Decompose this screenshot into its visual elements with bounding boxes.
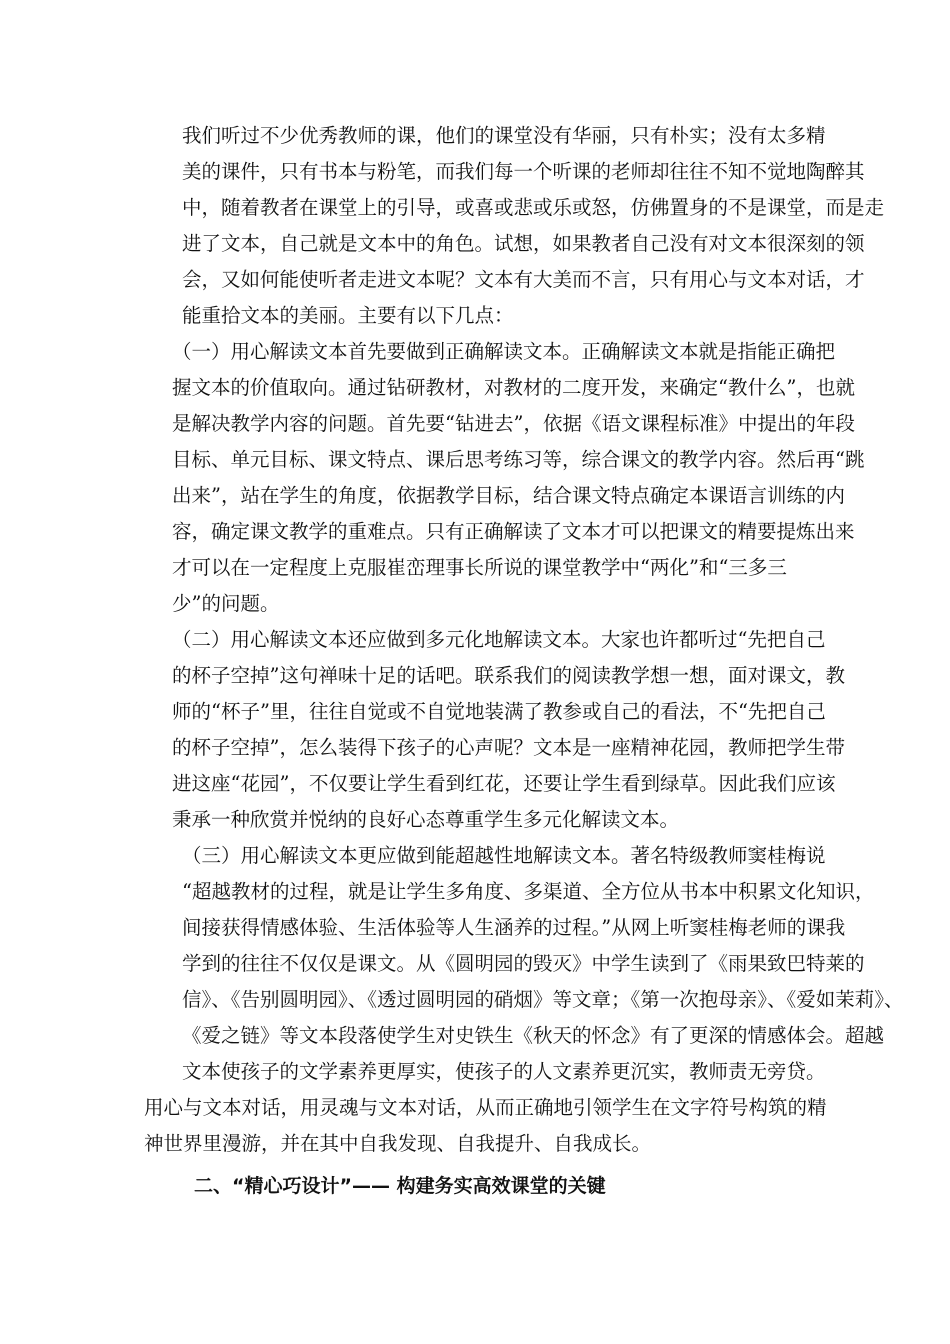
text-line: 我们听过不少优秀教师的课，他们的课堂没有华丽，只有朴实；没有太多精 [182,124,826,147]
text-line: 信》、《告别圆明园》、《透过圆明园的硝烟》等文章；《第一次抱母亲》、《爱如茉莉》、 [182,988,904,1011]
text-line: 能重拾文本的美丽。主要有以下几点： [182,304,514,327]
text-line: “超越教材的过程，就是让学生多角度、多渠道、全方位从书本中积累文化知识， [182,880,875,903]
text-line: 用心与文本对话，用灵魂与文本对话，从而正确地引领学生在文字符号构筑的精 [144,1096,827,1119]
text-line: 的杯子空掉”，怎么装得下孩子的心声呢？文本是一座精神花园，教师把学生带 [172,736,845,759]
text-line: 文本使孩子的文学素养更厚实，使孩子的人文素养更沉实，教师责无旁贷。 [182,1060,826,1083]
paragraph-summary [144,1090,827,1162]
text-line: 《爱之链》等文本段落使学生对史铁生《秋天的怀念》有了更深的情感体会。超越 [182,1024,885,1047]
text-line: 学到的往往不仅仅是课文。从《圆明园的毁灭》中学生读到了《雨果致巴特莱的 [182,952,865,975]
text-line: （一）用心解读文本首先要做到正确解读文本。正确解读文本就是指能正确把 [172,340,836,363]
text-line: 握文本的价值取向。通过钻研教材，对教材的二度开发，来确定“教什么”，也就 [172,376,855,399]
text-line: 美的课件，只有书本与粉笔，而我们每一个听课的老师却往往不知不觉地陶醉其 [182,160,865,183]
text-line: 会，又如何能使听者走进文本呢？文本有大美而不言，只有用心与文本对话，才 [182,268,865,291]
text-line: 进了文本，自己就是文本中的角色。试想，如果教者自己没有对文本很深刻的领 [182,232,865,255]
text-line: 是解决教学内容的问题。首先要“钻进去”，依据《语文课程标准》中提出的年段 [172,412,855,435]
paragraph-intro [144,118,885,334]
text-line: 神世界里漫游，并在其中自我发现、自我提升、自我成长。 [144,1132,652,1155]
text-line: 师的“杯子”里，往往自觉或不自觉地装满了教参或自己的看法，不“先把自己 [172,700,826,723]
text-line: 才可以在一定程度上克服崔峦理事长所说的课堂教学中“两化”和“三多三 [172,556,787,579]
text-line: 容，确定课文教学的重难点。只有正确解读了文本才可以把课文的精要提炼出来 [172,520,855,543]
text-line: 少”的问题。 [172,592,280,615]
text-line: 间接获得情感体验、生活体验等人生涵养的过程。”从网上听窦桂梅老师的课我 [182,916,846,939]
text-line: 秉承一种欣赏并悦纳的良好心态尊重学生多元化解读文本。 [172,808,680,831]
text-line: 出来”，站在学生的角度，依据教学目标，结合课文特点确定本课语言训练的内 [172,484,845,507]
text-line: 中，随着教者在课堂上的引导，或喜或悲或乐或怒，仿佛置身的不是课堂，而是走 [182,196,885,219]
paragraph-point-1 [144,334,865,622]
paragraph-point-3 [144,838,904,1090]
text-line: （三）用心解读文本更应做到能超越性地解读文本。著名特级教师窦桂梅说 [182,844,826,867]
document-body [144,118,904,1204]
text-line: 的杯子空掉”这句禅味十足的话吧。联系我们的阅读教学想一想，面对课文，教 [172,664,845,687]
text-line: 进这座“花园”，不仅要让学生看到红花，还要让学生看到绿草。因此我们应该 [172,772,836,795]
section-heading: 二、“精心巧设计”—— 构建务实高效课堂的关键 [194,1175,606,1197]
text-line: 目标、单元目标、课文特点、课后思考练习等，综合课文的教学内容。然后再“跳 [172,448,865,471]
text-line: （二）用心解读文本还应做到多元化地解读文本。大家也许都听过“先把自己 [172,628,826,651]
paragraph-point-2 [144,622,845,838]
